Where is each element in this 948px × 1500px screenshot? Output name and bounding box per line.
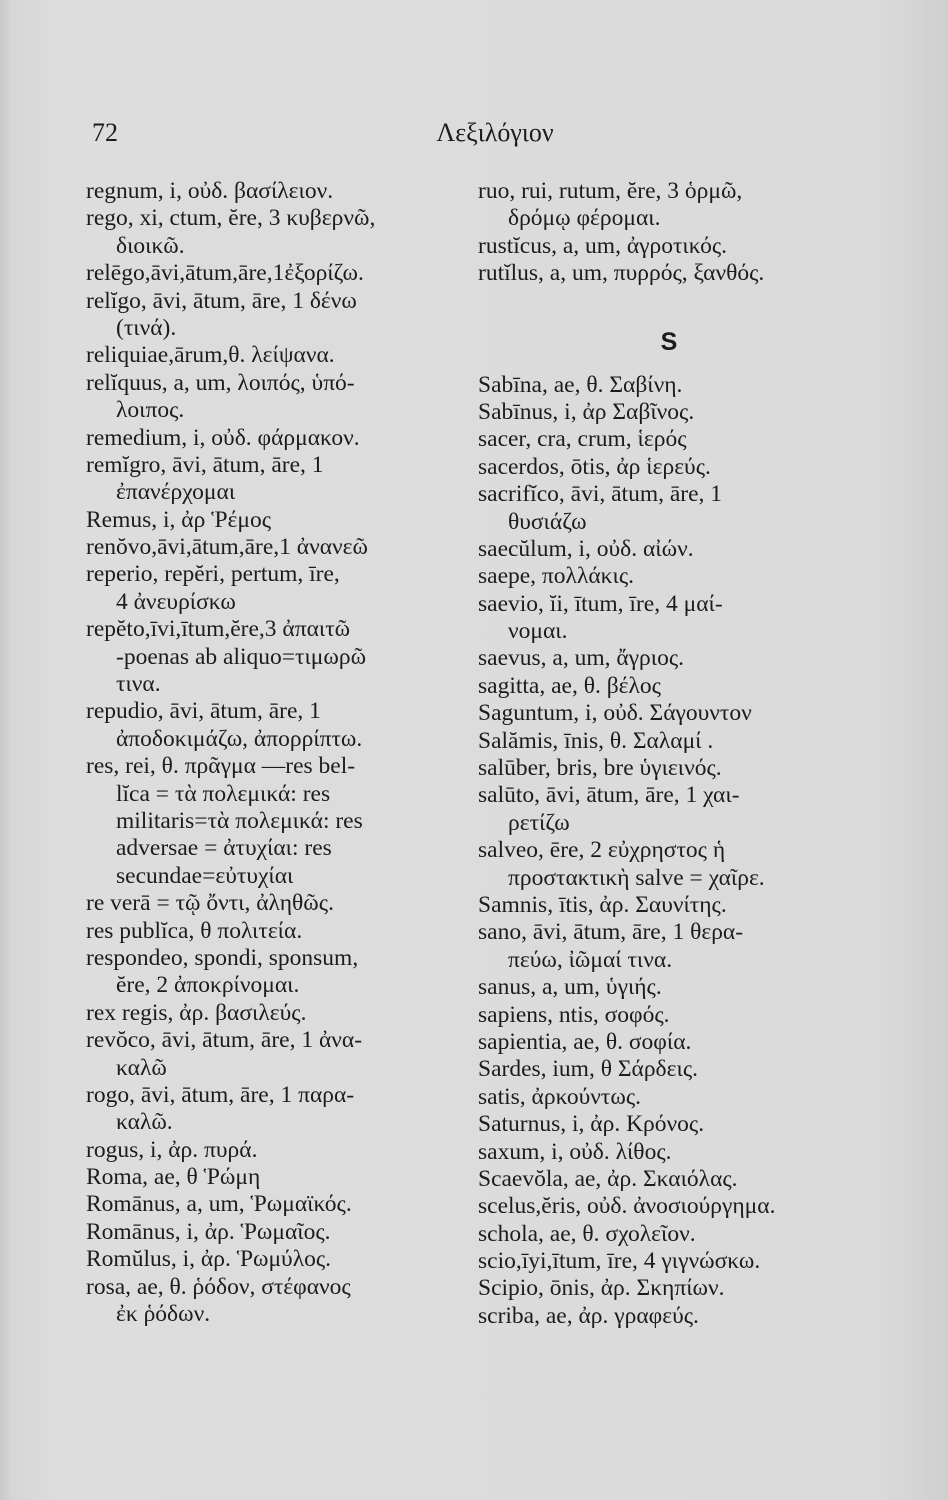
dictionary-line: lĭca = τὰ πολεμικά: res [116, 780, 331, 807]
dictionary-line: Sabīnus, i, ἀρ Σαβῖνος. [478, 398, 695, 425]
dictionary-line: ĕre, 2 ἀποκρίνομαι. [116, 972, 300, 999]
left-column [86, 178, 458, 1328]
dictionary-line: regnum, i, οὐδ. βασίλειον. [86, 178, 334, 204]
dictionary-line: -poenas ab aliquo=τιμωρῶ [116, 643, 367, 670]
dictionary-line: repudio, āvi, ātum, āre, 1 [86, 698, 321, 725]
dictionary-line: λοιπος. [116, 397, 185, 424]
dictionary-line: rutĭlus, a, um, πυρρός, ξανθός. [478, 260, 765, 287]
dictionary-line: schola, ae, θ. σχολεῖον. [478, 1220, 696, 1247]
dictionary-line: reperio, repĕri, pertum, īre, [86, 561, 340, 588]
dictionary-line: τινα. [116, 671, 161, 698]
dictionary-line: salveo, ēre, 2 εὐχρηστος ἡ [478, 837, 726, 864]
dictionary-line: sano, āvi, ātum, āre, 1 θερα- [478, 919, 744, 946]
dictionary-line: (τινά). [116, 314, 177, 341]
dictionary-line: relĭgo, āvi, ātum, āre, 1 δένω [86, 287, 357, 314]
dictionary-line: sagitta, ae, θ. βέλος [478, 672, 661, 699]
dictionary-line: διοικῶ. [116, 232, 185, 259]
dictionary-line: ἀποδοκιμάζω, ἀπορρίπτω. [116, 725, 363, 752]
section-spacer [478, 288, 860, 322]
page-number: 72 [92, 118, 118, 147]
dictionary-line: ruo, rui, rutum, ĕre, 3 ὁρμῶ, [478, 178, 743, 204]
dictionary-line: saepe, πολλάκις. [478, 563, 634, 590]
dictionary-line: ἐπανέρχομαι [116, 479, 236, 506]
right-column [478, 178, 860, 1330]
dictionary-line: repĕto,īvi,ītum,ĕre,3 ἀπαιτῶ [86, 616, 351, 643]
dictionary-line: respondeo, spondi, sponsum, [86, 944, 359, 971]
dictionary-line: Romānus, i, ἀρ. Ῥωμαῖος. [86, 1218, 331, 1245]
dictionary-line: reliquiae,ārum,θ. λείψανα. [86, 342, 335, 369]
dictionary-line: satis, ἀρκούντως. [478, 1083, 641, 1110]
dictionary-line: sacerdos, ōtis, ἀρ ἱερεύς. [478, 453, 711, 480]
dictionary-line: sapiens, ntis, σοφός. [478, 1001, 670, 1028]
dictionary-line: scio,īyi,ītum, īre, 4 γιγνώσκω. [478, 1248, 761, 1275]
dictionary-line: remĭgro, āvi, ātum, āre, 1 [86, 451, 324, 478]
dictionary-line: Samnis, ītis, ἀρ. Σαυνίτης. [478, 891, 727, 918]
dictionary-line: sanus, a, um, ὑγιής. [478, 974, 662, 1001]
dictionary-line: Scipio, ōnis, ἀρ. Σκηπίων. [478, 1275, 725, 1302]
dictionary-line: rustĭcus, a, um, ἀγροτικός. [478, 232, 728, 259]
dictionary-line: scriba, ae, ἀρ. γραφεύς. [478, 1302, 699, 1329]
dictionary-line: Saturnus, i, ἀρ. Κρόνος. [478, 1111, 705, 1138]
dictionary-line: rosa, ae, θ. ῥόδον, στέφανος [86, 1273, 351, 1300]
dictionary-line: remedium, i, οὐδ. φάρμακον. [86, 424, 360, 451]
dictionary-line: renŏvo,āvi,ātum,āre,1 ἀνανεῶ [86, 534, 368, 561]
dictionary-line: relĭquus, a, um, λοιπός, ὑπό- [86, 369, 355, 396]
dictionary-line: Saguntum, i, οὐδ. Σάγουντον [478, 700, 752, 727]
dictionary-line: rex regis, ἀρ. βασιλεύς. [86, 999, 307, 1026]
dictionary-line: Remus, i, ἀρ Ῥέμος [86, 506, 272, 533]
dictionary-line: sapientia, ae, θ. σοφία. [478, 1028, 692, 1055]
dictionary-line: δρόμῳ φέρομαι. [508, 205, 661, 232]
dictionary-line: ρετίζω [508, 809, 570, 836]
dictionary-line: Roma, ae, θ Ῥώμη [86, 1164, 261, 1191]
dictionary-line: res, rei, θ. πρᾶγμα —res bel- [86, 753, 356, 780]
dictionary-line: relēgo,āvi,ātum,āre,1ἐξορίζω. [86, 260, 364, 287]
dictionary-line: saxum, i, οὐδ. λίθος. [478, 1138, 672, 1165]
right-column-top [478, 178, 860, 288]
dictionary-line: rogus, i, ἀρ. πυρά. [86, 1136, 258, 1163]
dictionary-line: rogo, āvi, ātum, āre, 1 παρα- [86, 1081, 355, 1108]
dictionary-line: secundae=εὐτυχίαι [116, 862, 294, 889]
dictionary-line: Sabīna, ae, θ. Σαβίνη. [478, 371, 683, 398]
dictionary-line: Scaevŏla, ae, ἀρ. Σκαιόλας. [478, 1165, 738, 1192]
dictionary-line: 4 ἀνευρίσκω [116, 588, 236, 615]
running-title: Λεξιλόγιον [436, 118, 554, 147]
dictionary-line: Salămis, īnis, θ. Σαλαμί . [478, 727, 714, 754]
dictionary-line: sacer, cra, crum, ἱερός [478, 426, 687, 453]
dictionary-line: salūber, bris, bre ὑγιεινός. [478, 755, 722, 782]
dictionary-line: Romānus, a, um, Ῥωμαϊκός. [86, 1191, 352, 1218]
dictionary-line: saecŭlum, i, οὐδ. αἰών. [478, 535, 694, 562]
dictionary-line: revŏco, āvi, ātum, āre, 1 ἀνα- [86, 1027, 363, 1054]
page-header [92, 118, 838, 158]
dictionary-line: Sardes, ium, θ Σάρδεις. [478, 1056, 699, 1083]
dictionary-line: Romŭlus, i, ἀρ. Ῥωμύλος. [86, 1246, 332, 1273]
section-letter: S [660, 327, 678, 356]
dictionary-line: θυσιάζω [508, 508, 587, 535]
dictionary-line: saevio, ĭi, ītum, īre, 4 μαί- [478, 590, 723, 617]
dictionary-line: προστακτικὴ salve = χαῖρε. [508, 864, 765, 891]
dictionary-line: salūto, āvi, ātum, āre, 1 χαι- [478, 782, 740, 809]
dictionary-line: καλῶ. [116, 1109, 173, 1136]
dictionary-line: νομαι. [508, 618, 568, 645]
dictionary-line: re verā = τῷ ὄντι, ἀληθῶς. [86, 890, 334, 917]
dictionary-line: scelus,ĕris, οὐδ. ἀνοσιούργημα. [478, 1193, 776, 1220]
dictionary-line: sacrifĭco, āvi, ātum, āre, 1 [478, 481, 723, 508]
dictionary-line: res publĭca, θ πολιτεία. [86, 917, 303, 944]
dictionary-line: adversae = ἀτυχίαι: res [116, 835, 332, 862]
dictionary-line: rego, xi, ctum, ĕre, 3 κυβερνῶ, [86, 205, 376, 232]
dictionary-line: saevus, a, um, ἄγριος. [478, 645, 685, 672]
dictionary-line: καλῶ [116, 1054, 167, 1081]
dictionary-line: ἐκ ῥόδων. [116, 1301, 211, 1328]
right-column-bottom [478, 372, 860, 1331]
dictionary-line: militaris=τὰ πολεμικά: res [116, 807, 363, 834]
dictionary-line: πεύω, ἰῶμαί τινα. [508, 946, 673, 973]
